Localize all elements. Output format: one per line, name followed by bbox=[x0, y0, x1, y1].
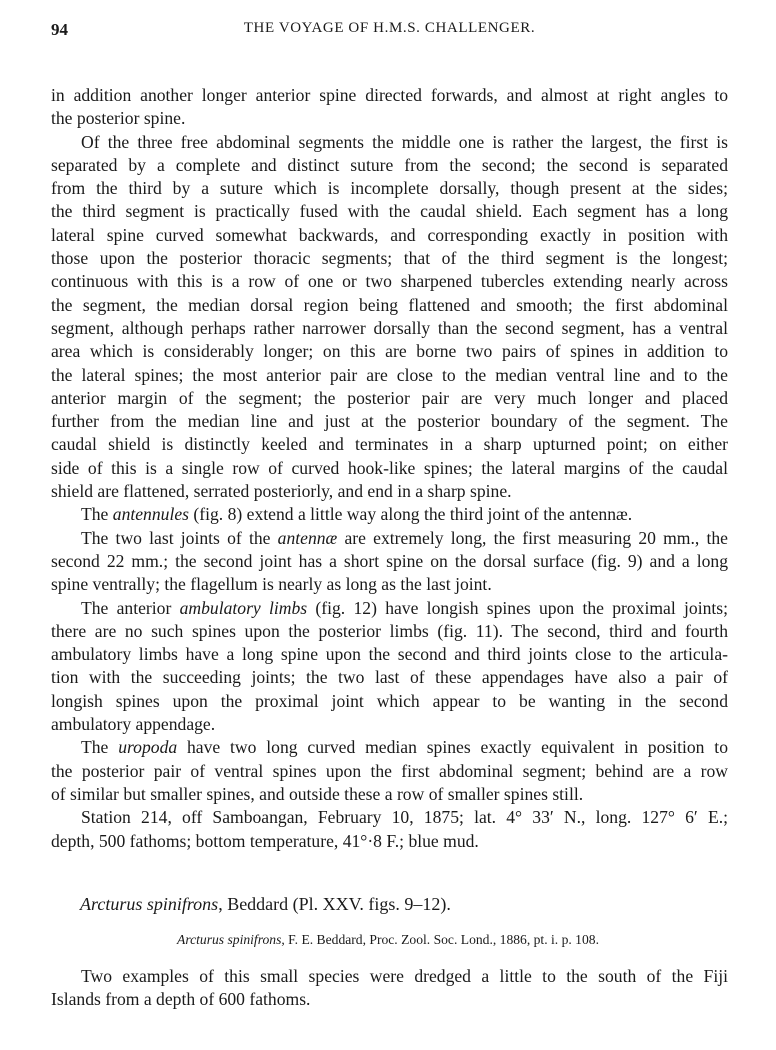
text-line: from the third by a suture which is incomplete dorsally, though present at the sides; bbox=[51, 178, 728, 199]
text-line: Islands from a depth of 600 fathoms. bbox=[51, 989, 311, 1010]
text-line: in addition another longer anterior spine directed forwards, and almost at right angles to bbox=[51, 85, 728, 105]
text-line: the segment, the median dorsal region being flattened and smooth; the first abdominal bbox=[51, 294, 728, 315]
text-line: separated by a complete and distinct suture from the second; the second is separated bbox=[51, 154, 728, 175]
text-line bbox=[51, 736, 728, 759]
text-line: the third segment is practically fused with the caudal shield. Each segment has a long bbox=[51, 201, 728, 222]
text-run: (fig. 8) extend a little way along the third joint of the antennæ. bbox=[189, 504, 633, 525]
text-line: the lateral spines; the most anterior pair are close to the median ventral line and to the bbox=[51, 364, 728, 385]
citation-species-name: Arcturus spinifrons bbox=[177, 932, 282, 947]
text-line: Two examples of this small species were dredged a little to the south of the Fiji bbox=[81, 966, 728, 986]
text-line: side of this is a single row of curved hook-like spines; the lateral margins of the caudal bbox=[51, 457, 728, 478]
text-line: lateral spine curved somewhat backwards, and corresponding exactly in position with bbox=[51, 224, 728, 245]
text-line: the posterior pair of ventral spines upon the first abdominal segment; behind are a row bbox=[51, 760, 728, 781]
text-run: (fig. 12) have longish spines upon the proximal joints; bbox=[307, 597, 729, 618]
text-run: The bbox=[81, 504, 113, 525]
italic-term: antennules bbox=[112, 504, 189, 525]
text-line: ambulatory limbs have a long spine upon the second and third joints close to the articula- bbox=[51, 644, 728, 665]
paragraph bbox=[51, 597, 728, 737]
text-line bbox=[51, 503, 728, 526]
page-number: 94 bbox=[51, 20, 68, 39]
text-line bbox=[51, 527, 728, 550]
text-line: area which is considerably longer; on this are borne two pairs of spines in addition to bbox=[51, 341, 728, 362]
species-heading-rest: , Beddard (Pl. XXV. figs. 9–12). bbox=[218, 894, 451, 914]
page-header bbox=[51, 16, 728, 42]
species-heading bbox=[80, 894, 451, 915]
text-line: further from the median line and just at the posterior boundary of the segment. The bbox=[51, 411, 728, 432]
text-line bbox=[51, 597, 728, 620]
closing-paragraph bbox=[51, 965, 728, 1012]
text-run: The two last joints of the bbox=[81, 527, 278, 548]
text-line: of similar but smaller spines, and outside these a row of smaller spines still. bbox=[51, 783, 584, 804]
citation bbox=[0, 932, 776, 948]
text-line: longish spines upon the proximal joint which appear to be wanting in the second bbox=[51, 690, 728, 711]
paragraph bbox=[51, 736, 728, 806]
text-line: anterior margin of the segment; the posterior pair are very much longer and placed bbox=[51, 387, 728, 408]
paragraph bbox=[51, 503, 728, 526]
citation-reference: , F. E. Beddard, Proc. Zool. Soc. Lond., 1886, pt. i. p. 108. bbox=[281, 932, 599, 947]
text-line: there are no such spines upon the posterior limbs (fig. 11). The second, third and fourth bbox=[51, 620, 728, 641]
paragraph bbox=[51, 84, 728, 131]
text-line: segment, although perhaps rather narrower dorsally than the second segment, has a ventral bbox=[51, 317, 728, 338]
text-line: Station 214, off Samboangan, February 10, 1875; lat. 4° 33′ N., long. 127° 6′ E.; bbox=[81, 807, 728, 828]
text-line: depth, 500 fathoms; bottom temperature, 41°·8 F.; blue mud. bbox=[51, 830, 479, 851]
text-line: the posterior spine. bbox=[51, 108, 186, 129]
text-line: ambulatory appendage. bbox=[51, 714, 216, 735]
paragraph bbox=[51, 131, 728, 504]
text-line: continuous with this is a row of one or two sharpened tubercles extending nearly across bbox=[51, 271, 728, 292]
italic-term: antennæ bbox=[277, 527, 338, 548]
text-line: Of the three free abdominal segments the middle one is rather the largest, the first is bbox=[81, 131, 728, 152]
text-run: The bbox=[81, 737, 119, 758]
text-line: tion with the succeeding joints; the two last of these appendages have also a pair of bbox=[51, 667, 728, 688]
paragraph bbox=[51, 806, 728, 853]
species-name: Arcturus spinifrons bbox=[80, 894, 219, 914]
text-line: spine ventrally; the flagellum is nearly as long as the last joint. bbox=[51, 574, 492, 595]
text-line: caudal shield is distinctly keeled and terminates in a sharp upturned point; on either bbox=[51, 434, 728, 455]
running-title: THE VOYAGE OF H.M.S. CHALLENGER. bbox=[243, 20, 536, 36]
text-run: are extremely long, the first measuring 20 mm., the bbox=[337, 527, 728, 548]
text-line: second 22 mm.; the second joint has a short spine on the dorsal surface (fig. 9) and a long bbox=[51, 550, 728, 571]
paragraph bbox=[51, 527, 728, 597]
body-text bbox=[51, 84, 728, 853]
italic-term: uropoda bbox=[118, 737, 178, 758]
text-run: The anterior bbox=[81, 597, 180, 618]
text-line: those upon the posterior thoracic segments; that of the third segment is the longest; bbox=[51, 248, 728, 269]
text-line: shield are flattened, serrated posteriorly, and end in a sharp spine. bbox=[51, 481, 512, 502]
text-run: have two long curved median spines exactly equivalent in position to bbox=[177, 737, 728, 758]
italic-term: ambulatory limbs bbox=[179, 597, 308, 618]
